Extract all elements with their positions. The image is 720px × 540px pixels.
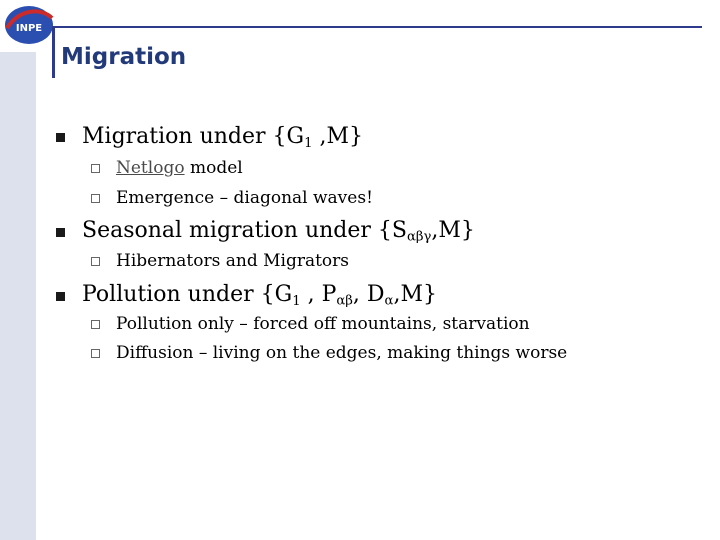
checkbox-bullet-icon: [91, 194, 100, 203]
square-bullet-icon: [56, 133, 65, 142]
square-bullet-icon: [56, 228, 65, 237]
logo-label: INPE: [15, 23, 43, 34]
netlogo-link[interactable]: Netlogo: [116, 158, 185, 178]
subitem-pollution-only: Pollution only – forced off mountains, starvation: [116, 314, 530, 334]
inpe-logo: [2, 2, 56, 48]
title-rule-vertical: [52, 26, 55, 78]
checkbox-bullet-icon: [91, 349, 100, 358]
bullet-pollution: Pollution under {$G_1$ , Pαβ, Dα,M}: [82, 282, 437, 309]
bullet-seasonal-migration: Seasonal migration under {Sαβγ,M}: [82, 218, 475, 245]
square-bullet-icon: [56, 292, 65, 301]
checkbox-bullet-icon: [91, 257, 100, 266]
title-rule-horizontal: [52, 26, 702, 28]
subitem-diffusion: Diffusion – living on the edges, making things worse: [116, 343, 568, 363]
subitem-netlogo: Netlogo model: [116, 158, 243, 178]
bullet-migration: Migration under {$G_1$ ,M}: [82, 124, 363, 151]
subitem-hibernators: Hibernators and Migrators: [116, 251, 350, 271]
left-decorative-bar: [0, 52, 36, 540]
subitem-emergence: Emergence – diagonal waves!: [116, 188, 373, 208]
checkbox-bullet-icon: [91, 164, 100, 173]
slide-title: Migration: [61, 44, 187, 70]
checkbox-bullet-icon: [91, 320, 100, 329]
